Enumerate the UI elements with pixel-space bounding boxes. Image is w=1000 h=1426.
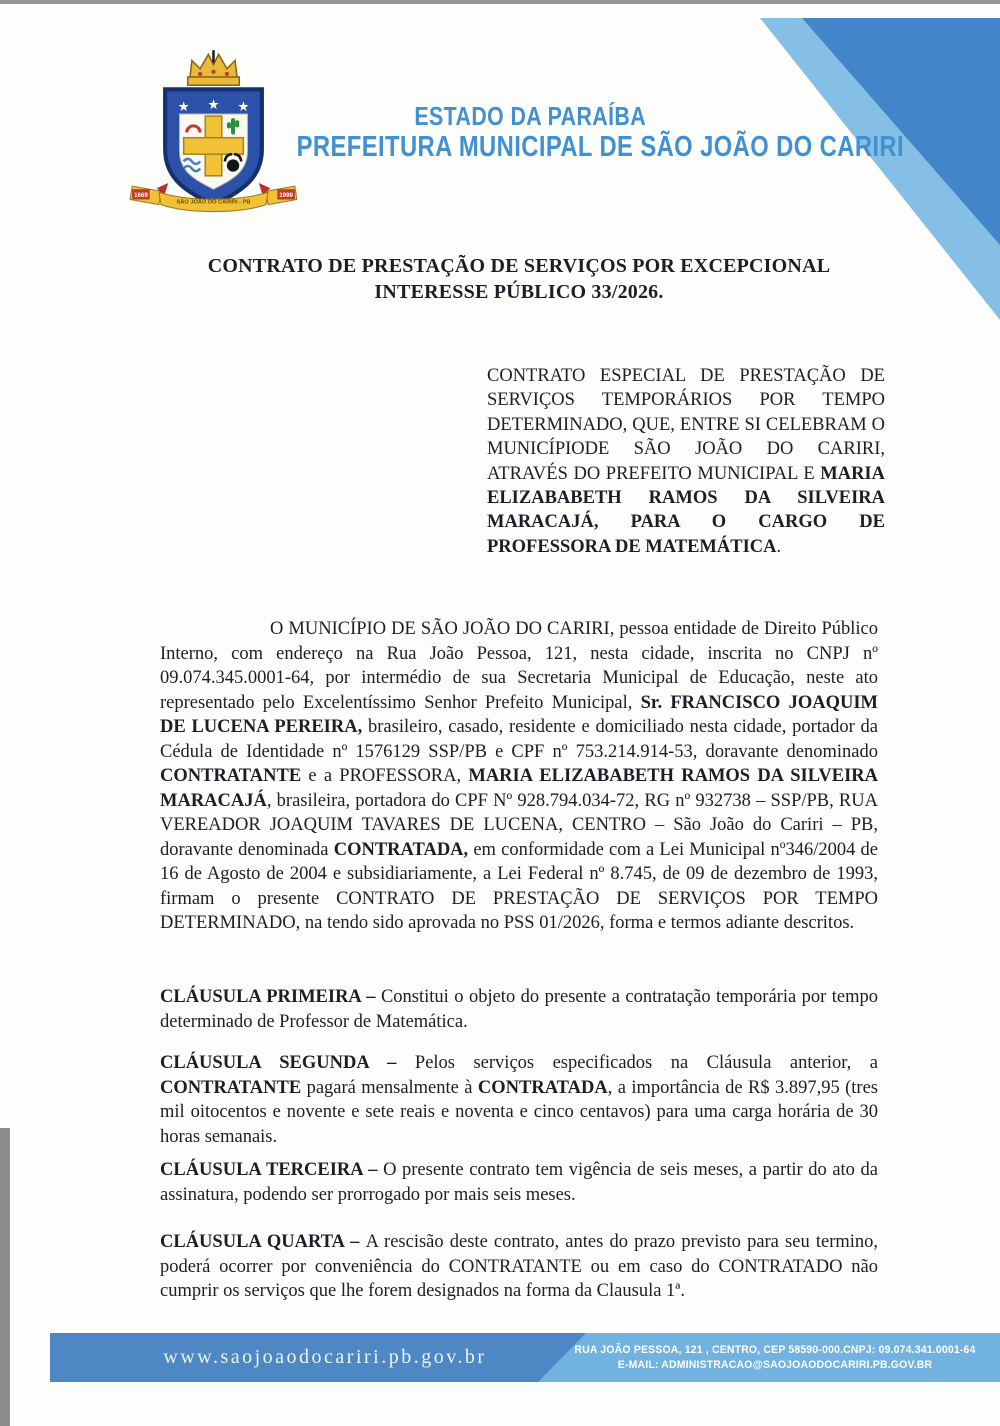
crest-banner-text: SÃO JOÃO DO CARIRI - PB (176, 199, 251, 206)
clause-terceira-paragraph (160, 1158, 878, 1207)
text-segment: CONTRATADA (477, 1077, 608, 1098)
crest-year-right: 1999 (279, 191, 293, 199)
text-segment: , a importância de R$ 3.897,95 (tres mil oitocentos e novente e sete reais e noventa e cinco centavos) para uma carga horária de 30 horas semanais. (160, 1077, 878, 1147)
document-title (160, 253, 878, 305)
crest-year-left: 1669 (134, 191, 148, 199)
scan-edge-left (0, 1128, 10, 1426)
footer-bar (50, 1333, 1000, 1382)
text-segment: A rescisão deste contrato, antes do prazo previsto para seu termino, poderá ocorrer por conveniência do CONTRATANTE ou em caso do CONTRATADO não cumprir os serviços que lhe forem designados na forma da Clausula 1ª. (160, 1232, 879, 1301)
text-segment: pagará mensalmente à (301, 1077, 478, 1098)
footer-address-line2: E-MAIL: ADMINISTRACAO@SAOJOAODOCARIRI.PB.GOV.BR (617, 1358, 933, 1371)
footer-address-line1: RUA JOÃO PESSOA, 121 , CENTRO, CEP 58590-000.CNPJ: 09.074.341.0001-64 (574, 1343, 976, 1356)
header-municipality-name: PREFEITURA MUNICIPAL DE SÃO JOÃO DO CARIRI (296, 131, 905, 164)
text-segment: Pelos serviços especificados na Cláusula anterior, a (414, 1053, 879, 1073)
text-segment: Constitui o objeto do presente a contratação temporária por tempo determinado de Professor de Matemática. (160, 987, 878, 1032)
footer-address (566, 1333, 984, 1382)
text-segment: . (776, 536, 782, 557)
clause-segunda-paragraph (160, 1051, 878, 1149)
document-title-line1: CONTRATO DE PRESTAÇÃO DE SERVIÇOS POR EXCEPCIONAL (207, 255, 831, 277)
header-state-name: ESTADO DA PARAÍBA (414, 101, 646, 131)
crest-star: ★ (237, 98, 250, 114)
text-segment: CONTRATANTE (160, 766, 302, 786)
crest-star: ★ (177, 98, 190, 114)
text-segment: em conformidade com a Lei Municipal nº346/2004 de 16 de Agosto de 2004 e subsidiariamente, a Lei Federal nº 8.745, de 09 de dezembro de 1993, firmam o presente CONTRATO DE PRESTAÇÃO DE SERVIÇOS POR TEMPO DETERMINADO, na tendo sido aprovada no PSS 01/2026, forma e termos adiante descritos. (160, 839, 878, 933)
text-segment: e a PROFESSORA, (301, 766, 469, 786)
text-segment: CLÁUSULA PRIMEIRA – (160, 987, 381, 1007)
text-segment: , brasileira, portadora do CPF Nº 928.794.034-72, RG nº 932738 – SSP/PB, RUA VEREADOR JOAQUIM TAVARES DE LUCENA, CENTRO – São João do Cariri – PB, doravante denominada (160, 790, 878, 860)
document-title-line2: INTERESSE PÚBLICO 33/2026. (374, 281, 664, 303)
letterhead (230, 101, 905, 164)
preamble-block (487, 364, 885, 559)
clause-quarta-paragraph (160, 1230, 878, 1304)
text-segment: MARIA ELIZABABETH RAMOS DA SILVEIRA MARACAJÁ (160, 766, 878, 811)
text-segment: CLÁUSULA SEGUNDA – (160, 1053, 415, 1073)
text-segment: CONTRATADA, (333, 839, 469, 860)
crest-star: ★ (207, 96, 220, 112)
footer-website: www.saojoaodocariri.pb.gov.br (163, 1346, 487, 1368)
text-segment: CONTRATANTE (160, 1077, 302, 1098)
text-segment: CONTRATO ESPECIAL DE PRESTAÇÃO DE SERVIÇOS TEMPORÁRIOS POR TEMPO DETERMINADO, QUE, ENTRE SI CELEBRAM O MUNICÍPIODE SÃO JOÃO DO CARIRI, ATRAVÉS DO PREFEITO MUNICIPAL E (487, 366, 885, 484)
text-segment: brasileiro, casado, residente e domiciliado nesta cidade, portador da Cédula de Identidade nº 1576129 SSP/PB e CPF nº 753.214.914-53, doravante denominado (160, 717, 878, 762)
text-segment: Sr. FRANCISCO JOAQUIM DE LUCENA PEREIRA, (160, 692, 878, 737)
text-segment: CLÁUSULA QUARTA – (160, 1232, 366, 1252)
text-segment: MARIA ELIZABABETH RAMOS DA SILVEIRA MARACAJÁ, PARA O CARGO DE PROFESSORA DE MATEMÁTICA (487, 463, 885, 557)
clause-primeira-paragraph (160, 985, 878, 1034)
text-segment: O presente contrato tem vigência de seis meses, a partir do ato da assinatura, podendo ser prorrogado por mais seis meses. (160, 1160, 878, 1205)
opening-paragraph (160, 617, 878, 936)
text-segment: O MUNICÍPIO DE SÃO JOÃO DO CARIRI, pessoa entidade de Direito Público Interno, com endereço na Rua João Pessoa, 121, nesta cidade, inscrita no CNPJ nº 09.074.345.0001-64, por intermédio de sua Secretaria Municipal de Educação, neste ato representado pelo Excelentíssimo Senhor Prefeito Municipal, (160, 619, 878, 713)
text-segment: CLÁUSULA TERCEIRA – (160, 1160, 384, 1180)
